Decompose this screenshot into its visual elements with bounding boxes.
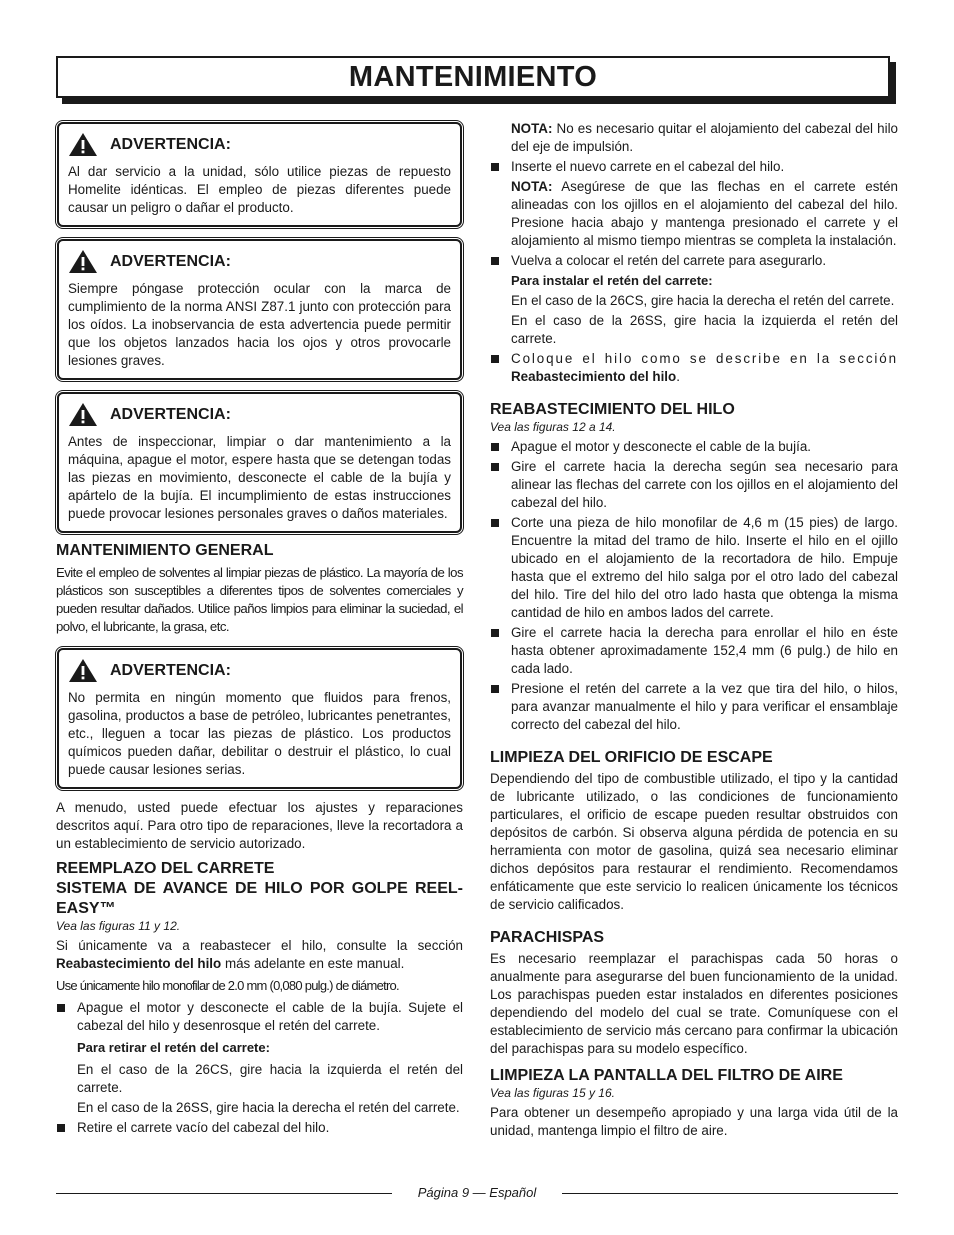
refill-step: Corte una pieza de hilo monofilar de 4,6 m (15 pies) de largo. Encuentre la mitad del tramo de hilo. Inserte el hilo en el ojillo ubicado en el alojamiento de la recortadora de hilo. Empuje hasta que el extremo del hilo salga por el otro lado del cabezal del hilo. Tire del hilo del otro lado hasta que obtenga la misma cantidad de hilo en ambos lados del carrete. (490, 514, 898, 622)
spark-text: Es necesario reemplazar el parachispas cada 50 horas o anualmente para asegurarse del buen funcionamiento de la unidad. Los parachispas pueden estar instalados en diferentes posiciones dependiendo del modelo del cual se trate. Comuníquese con el establecimiento de servicio más cercano para confirmar la ubicación del parachispas para su modelo específico. (490, 951, 898, 1056)
warning-triangle-icon (68, 249, 98, 274)
refill-step: Presione el retén del carrete a la vez que tira del hilo, o hilos, para avanzar manualmente el hilo y para verificar el ensamblaje correcto del cabezal del hilo. (490, 680, 898, 734)
filter-text: Para obtener un desempeño apropiado y una larga vida útil de la unidad, mantenga limpio el filtro de aire. (490, 1105, 898, 1138)
refill-step: Gire el carrete hacia la derecha para enrollar el hilo en éste hasta obtener aproximadamente 152,4 mm (6 pulg.) de hilo en cada lado. (490, 624, 898, 678)
warning-box-2 (57, 239, 462, 380)
refill-step: Apague el motor y desconecte el cable de la bujía. (490, 438, 898, 456)
note-1: NOTA: No es necesario quitar el alojamiento del cabezal del hilo del eje de impulsión. (511, 121, 898, 154)
remove-26ss: En el caso de la 26SS, gire hacia la derecha el retén del carrete. (77, 1100, 460, 1115)
warning-triangle-icon (68, 658, 98, 683)
install-26cs: En el caso de la 26CS, gire hacia la derecha el retén del carrete. (511, 293, 895, 308)
warning-text: Antes de inspeccionar, limpiar o dar mantenimiento a la máquina, apague el motor, espere hasta que se detengan todas las piezas en movimiento, desconecte el cable de la bujía y apártelo de la bujía. El incumplimiento de estas instrucciones puede provocar lesiones personales graves o daños materiales. (68, 434, 451, 521)
reel-step-3: Inserte el nuevo carrete en el cabezal del hilo. (490, 158, 898, 176)
warning-triangle-icon (68, 402, 98, 427)
figure-reference: Vea las figuras 15 y 16. (490, 1086, 615, 1100)
right-column (490, 120, 898, 1140)
reel-step-1: Apague el motor y desconecte el cable de la bujía. Sujete el cabezal del hilo y desenrosque el retén del carrete. (56, 999, 463, 1035)
figure-reference: Vea las figuras 12 a 14. (490, 420, 616, 434)
install-label: Para instalar el retén del carrete: (511, 273, 713, 288)
remove-label: Para retirar el retén del carrete: (77, 1040, 270, 1055)
section-heading-general: MANTENIMIENTO GENERAL (56, 542, 274, 559)
warning-text: Al dar servicio a la unidad, sólo utilice piezas de repuesto Homelite idénticas. El empleo de piezas diferentes puede causar un peligro o dañar el producto. (68, 164, 451, 215)
section-heading-reel-2: SISTEMA DE AVANCE DE HILO POR GOLPE REEL-EASY™ (56, 880, 463, 917)
page-title: MANTENIMIENTO (56, 56, 890, 98)
section-heading-reel-1: REEMPLAZO DEL CARRETE (56, 860, 275, 877)
exhaust-text: Dependiendo del tipo de combustible utilizado, el tipo y la cantidad de lubricante utilizado, o las condiciones de funcionamiento particulares, el orificio de escape pueden resultar obstruidos con depósitos de carbón. Si observa alguna pérdida de potencia en su herramienta con motor de gasolina, quizá sea necesario eliminar dichos depósitos para restaurar el rendimiento. Recomendamos enfáticamente que este servicio lo realicen únicamente los técnicos de servicio calificados. (490, 771, 898, 912)
reel-intro: Si únicamente va a reabastecer el hilo, consulte la sección Reabastecimiento del hilo más adelante en este manual. (56, 938, 463, 971)
warning-box-1 (57, 122, 462, 227)
title-banner (56, 56, 896, 104)
warning-box-4 (57, 648, 462, 789)
refill-step: Gire el carrete hacia la derecha según sea necesario para alinear las flechas del carrete con los ojillos en el alojamiento del cabezal del hilo. (490, 458, 898, 512)
warning-label: ADVERTENCIA: (110, 405, 231, 423)
install-26ss: En el caso de la 26SS, gire hacia la izquierda el retén del carrete. (511, 313, 898, 346)
warning-box-3 (57, 392, 462, 533)
warning-text: No permita en ningún momento que fluidos para frenos, gasolina, productos a base de petróleo, lubricantes penetrantes, etc., lleguen a tocar las piezas de plástico. Los productos químicos pueden dañar, debilitar o destruir el plástico, lo cual puede causar lesiones serias. (68, 690, 451, 777)
general-after-warning: A menudo, usted puede efectuar los ajustes y reparaciones descritos aquí. Para otro tipo de reparaciones, lleve la recortadora a un establecimiento de servicio autorizado. (56, 800, 463, 851)
warning-label: ADVERTENCIA: (110, 252, 231, 270)
warning-triangle-icon (68, 132, 98, 157)
general-text: Evite el empleo de solventes al limpiar piezas de plástico. La mayoría de los plásticos son susceptibles a diferentes tipos de solventes comerciales y pueden resultar dañados. Utilice paños limpios para eliminar la suciedad, el polvo, el lubricante, la grasa, etc. (56, 565, 463, 634)
section-heading-exhaust: LIMPIEZA DEL ORIFICIO DE ESCAPE (490, 749, 773, 766)
page-number: Página 9 — Español (408, 1185, 547, 1200)
section-heading-filter: LIMPIEZA LA PANTALLA DEL FILTRO DE AIRE (490, 1067, 843, 1084)
remove-26cs: En el caso de la 26CS, gire hacia la izquierda el retén del carrete. (77, 1062, 463, 1095)
warning-text: Siempre póngase protección ocular con la marca de cumplimiento de la norma ANSI Z87.1 junto con protección para los oídos. La inobservancia de esta advertencia puede permitir que los objetos lanzados hacia los ojos y otros provocarle lesiones graves. (68, 281, 451, 368)
warning-label: ADVERTENCIA: (110, 661, 231, 679)
reel-use-line: Use únicamente hilo monofilar de 2.0 mm (0,080 pulg.) de diámetro. (56, 978, 399, 993)
warning-label: ADVERTENCIA: (110, 135, 231, 153)
reel-step-5: Coloque el hilo como se describe en la sección Reabastecimiento del hilo. (490, 350, 898, 386)
section-heading-spark: PARACHISPAS (490, 929, 605, 946)
reel-step-4: Vuelva a colocar el retén del carrete para asegurarlo. (490, 252, 898, 270)
left-column (56, 120, 463, 1137)
figure-reference: Vea las figuras 11 y 12. (56, 919, 181, 933)
section-heading-refill: REABASTECIMIENTO DEL HILO (490, 401, 735, 418)
reel-step-2: Retire el carrete vacío del cabezal del hilo. (56, 1119, 463, 1137)
note-2: NOTA: Asegúrese de que las flechas en el carrete estén alineadas con los ojillos en el alojamiento del cabezal del hilo. Presione hacia abajo y mantenga presionado el carrete y el alojamiento al mismo tiempo mientras se completa la instalación. (511, 179, 899, 248)
page-footer (56, 1183, 898, 1203)
